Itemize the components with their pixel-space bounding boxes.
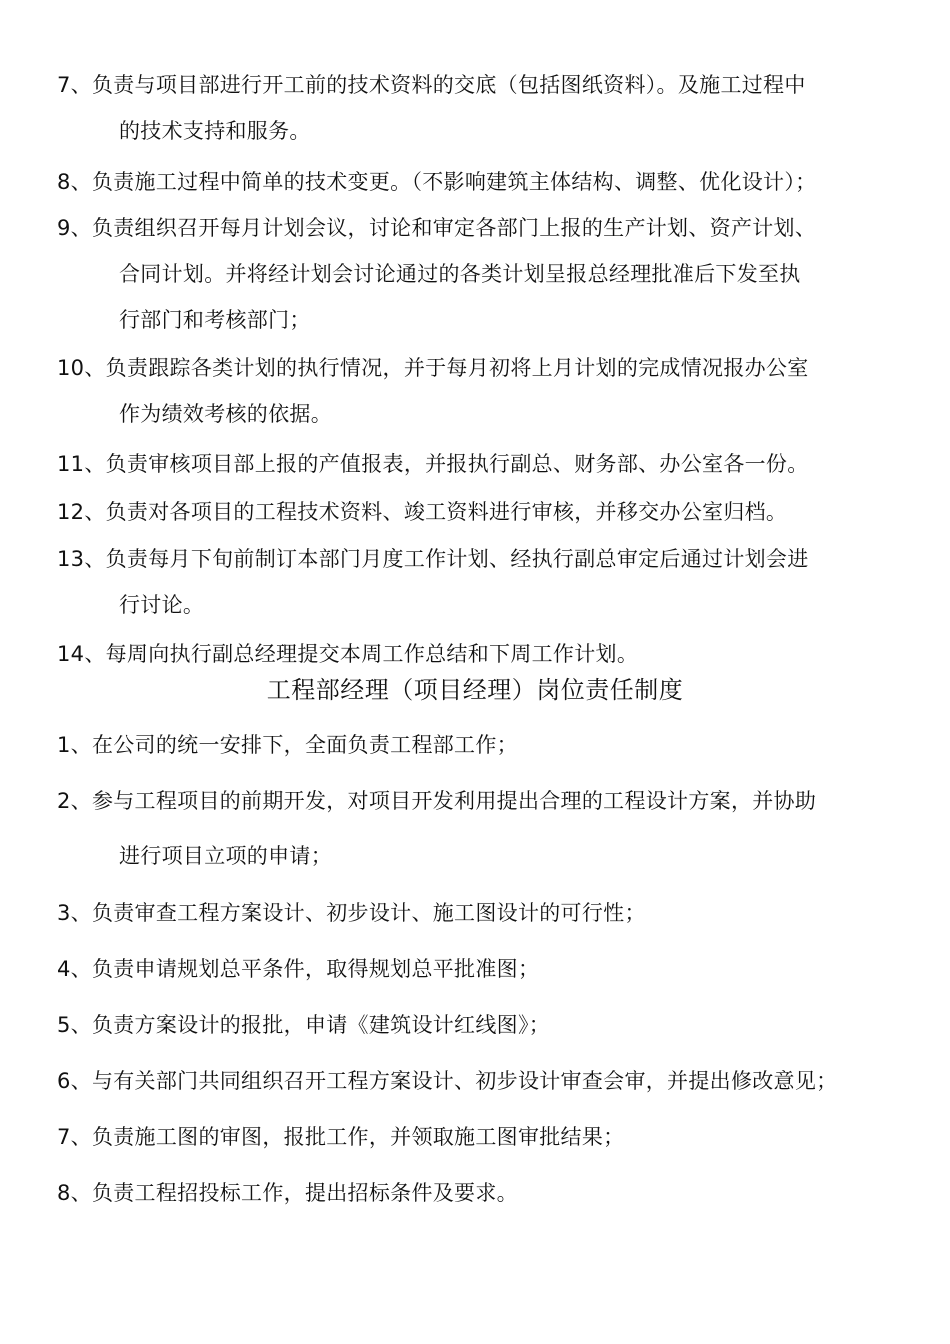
duty-line: 7、负责施工图的审图，报批工作，并领取施工图审批结果； (57, 1125, 625, 1149)
duty-line: 6、与有关部门共同组织召开工程方案设计、初步设计审查会审，并提出修改意见； (57, 1069, 838, 1093)
clause-line: 10、负责跟踪各类计划的执行情况，并于每月初将上月计划的完成情况报办公室 (57, 356, 809, 380)
clause-10 (57, 345, 927, 437)
duty-line: 2、参与工程项目的前期开发，对项目开发利用提出合理的工程设计方案，并协助 (57, 789, 817, 813)
duty-1 (57, 722, 927, 768)
clause-line: 7、负责与项目部进行开工前的技术资料的交底（包括图纸资料）。及施工过程中 (57, 73, 806, 97)
duty-8 (57, 1170, 927, 1216)
clause-7 (57, 62, 927, 154)
clause-12 (57, 489, 927, 535)
clause-line: 的技术支持和服务。 (119, 119, 311, 143)
clause-line: 14、每周向执行副总经理提交本周工作总结和下周工作计划。 (57, 642, 639, 666)
clause-line: 8、负责施工过程中简单的技术变更。（不影响建筑主体结构、调整、优化设计）； (57, 170, 817, 194)
clause-line: 13、负责每月下旬前制订本部门月度工作计划、经执行副总审定后通过计划会进 (57, 547, 809, 571)
duty-line: 进行项目立项的申请； (119, 844, 332, 868)
duty-line: 4、负责申请规划总平条件，取得规划总平批准图； (57, 957, 540, 981)
clause-line: 12、负责对各项目的工程技术资料、竣工资料进行审核，并移交办公室归档。 (57, 500, 788, 524)
duty-3 (57, 890, 927, 936)
duty-line: 8、负责工程招投标工作，提出招标条件及要求。 (57, 1181, 518, 1205)
clause-line: 合同计划。并将经计划会讨论通过的各类计划呈报总经理批准后下发至执 (119, 262, 801, 286)
duty-line: 1、在公司的统一安排下，全面负责工程部工作； (57, 733, 518, 757)
clause-8 (57, 159, 927, 205)
clause-13 (57, 536, 927, 628)
duty-line: 3、负责审查工程方案设计、初步设计、施工图设计的可行性； (57, 901, 646, 925)
clause-9 (57, 205, 927, 343)
duty-2 (57, 778, 927, 879)
duty-line: 5、负责方案设计的报批，申请《建筑设计红线图》； (57, 1013, 551, 1037)
duty-6 (57, 1058, 927, 1104)
section-title: 工程部经理（项目经理）岗位责任制度 (266, 676, 684, 704)
clause-line: 作为绩效考核的依据。 (119, 402, 332, 426)
duty-7 (57, 1114, 927, 1160)
duty-5 (57, 1002, 927, 1048)
clause-line: 行讨论。 (119, 593, 205, 617)
duty-4 (57, 946, 927, 992)
clause-line: 9、负责组织召开每月计划会议，讨论和审定各部门上报的生产计划、资产计划、 (57, 216, 817, 240)
clause-line: 11、负责审核项目部上报的产值报表，并报执行副总、财务部、办公室各一份。 (57, 452, 809, 476)
clause-11 (57, 441, 927, 487)
clause-line: 行部门和考核部门； (119, 308, 311, 332)
